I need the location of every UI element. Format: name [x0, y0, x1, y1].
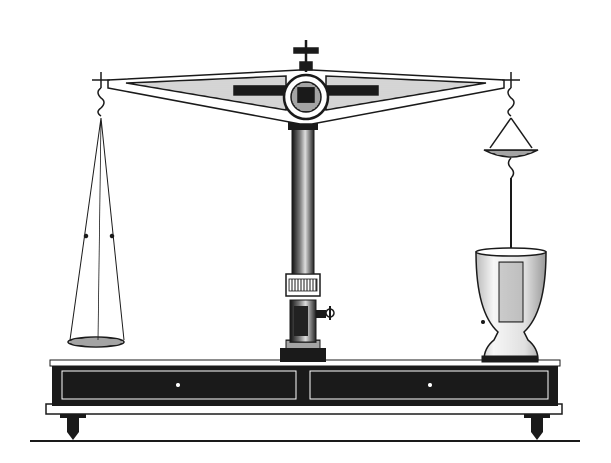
right-pan	[484, 150, 538, 157]
submerged-weight	[499, 262, 523, 322]
left-pan	[68, 337, 124, 347]
left-hanger	[70, 72, 124, 340]
balance-beam	[108, 40, 504, 124]
central-column	[280, 122, 334, 362]
base-feet	[60, 412, 550, 440]
suspension-chain	[509, 158, 514, 258]
glass-beaker	[476, 248, 546, 362]
base-cabinet	[46, 360, 562, 414]
right-drawer-knob	[428, 383, 433, 388]
left-drawer-knob	[176, 383, 181, 388]
